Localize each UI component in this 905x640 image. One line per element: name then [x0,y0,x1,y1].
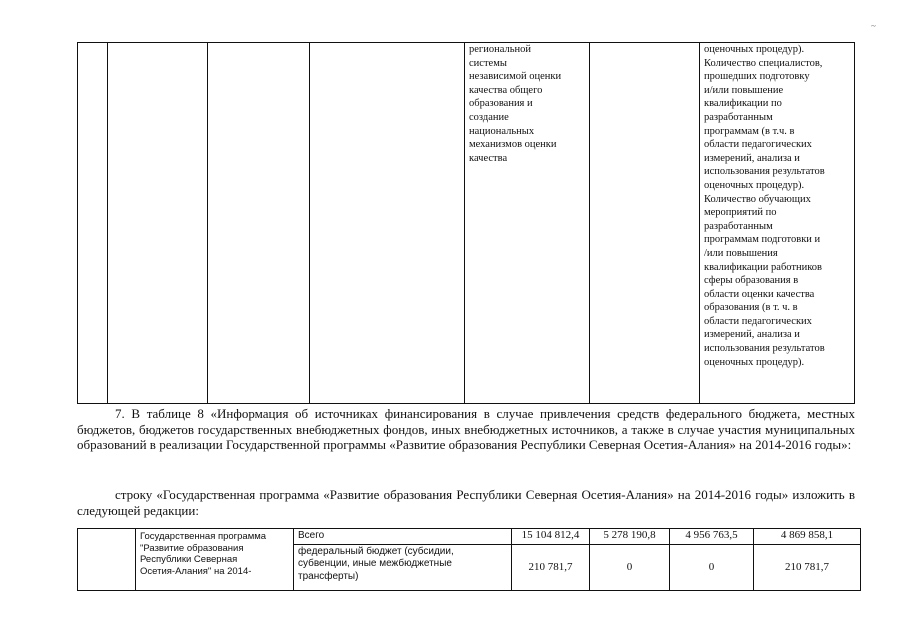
financing-table-fragment [77,528,861,591]
amendment-instruction: строку «Государственная программа «Развитие образования Республики Северная Осетия-Алания» на 2014-2016 годы» изложить в следующей редакции: [77,487,855,518]
table-cell [310,43,465,404]
funding-source-cell: федеральный бюджет (субсидии, субвенции, иные межбюджетные трансферты) [294,544,512,590]
table-cell [208,43,310,404]
task-cell: региональной системы независимой оценки качества общего образования и создание национальных механизмов оценки качества [465,43,590,404]
table-row [78,529,861,545]
table-row [78,43,855,404]
indicator-cell: оценочных процедур). Количество специалистов, прошедших подготовку и/или повышение квалификации по разработанным программам (в т.ч. в области педагогических измерений, анализа и использования результатов оценочных процедур). Количество обучающих мероприятий по разработанным программам подготовки и /или повышения квалификации работников сферы образования в области оценки качества образования (в т. ч. в области педагогических измерений, анализа и использования результатов оценочных процедур). [700,43,855,404]
value-cell: 4 956 763,5 [670,529,754,545]
table-cell [78,43,108,404]
value-cell: 0 [590,544,670,590]
value-cell: 15 104 812,4 [512,529,590,545]
table-cell [590,43,700,404]
funding-source-cell: Всего [294,529,512,545]
amendment-paragraph: 7. В таблице 8 «Информация об источниках финансирования в случае привлечения средств федерального бюджета, местных бюджетов, бюджетов государственных внебюджетных фондов, иных внебюджетных источников, а также в случае участия муниципальных образований в реализации Государственной программы «Развитие образования Республики Северная Осетия-Алания» на 2014-2016 годы»: [77,406,855,453]
value-cell: 210 781,7 [512,544,590,590]
value-cell: 4 869 858,1 [754,529,861,545]
value-cell: 5 278 190,8 [590,529,670,545]
table-cell [108,43,208,404]
indicator-table-fragment [77,42,855,404]
scan-mark: ~ [871,21,876,31]
value-cell: 210 781,7 [754,544,861,590]
value-cell: 0 [670,544,754,590]
table-cell [78,529,136,591]
program-name-cell: Государственная программа "Развитие образования Республики Северная Осетия-Алания" на 2014- [136,529,294,591]
